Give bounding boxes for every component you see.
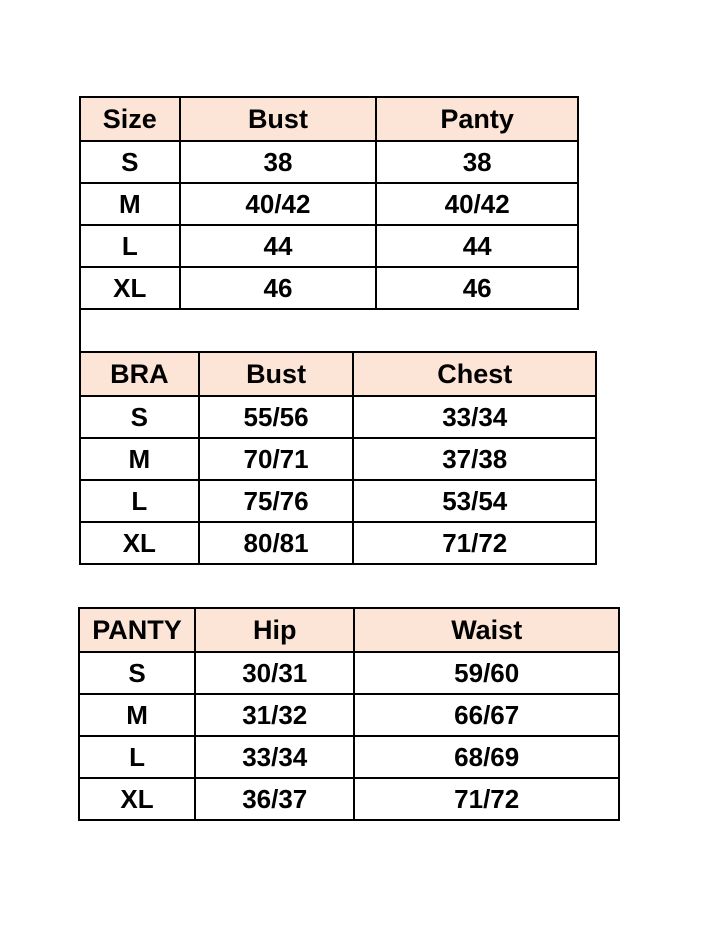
table-header-cell: PANTY — [79, 608, 195, 652]
size-label-cell: L — [80, 480, 199, 522]
value-cell: 71/72 — [354, 778, 619, 820]
value-cell: 53/54 — [353, 480, 596, 522]
table-header-row — [80, 97, 578, 141]
connector-line — [79, 306, 81, 353]
table-header-cell: Bust — [199, 352, 354, 396]
size-chart-table — [79, 96, 579, 310]
value-cell: 38 — [180, 141, 377, 183]
size-label-cell: XL — [79, 778, 195, 820]
value-cell: 66/67 — [354, 694, 619, 736]
value-cell: 70/71 — [199, 438, 354, 480]
value-cell: 80/81 — [199, 522, 354, 564]
bra-chart-table — [79, 351, 597, 565]
table-row — [80, 438, 596, 480]
table-header-cell: Size — [80, 97, 180, 141]
size-label-cell: XL — [80, 522, 199, 564]
value-cell: 36/37 — [195, 778, 354, 820]
table-header-row — [80, 352, 596, 396]
value-cell: 59/60 — [354, 652, 619, 694]
table-header-cell: Waist — [354, 608, 619, 652]
value-cell: 55/56 — [199, 396, 354, 438]
table-header-cell: Panty — [376, 97, 578, 141]
table-header-cell: BRA — [80, 352, 199, 396]
size-label-cell: M — [79, 694, 195, 736]
value-cell: 33/34 — [195, 736, 354, 778]
table-row — [79, 694, 619, 736]
table-header-cell: Bust — [180, 97, 377, 141]
value-cell: 33/34 — [353, 396, 596, 438]
value-cell: 46 — [376, 267, 578, 309]
size-label-cell: M — [80, 183, 180, 225]
table-row — [79, 736, 619, 778]
table-row — [79, 778, 619, 820]
table-row — [80, 183, 578, 225]
table-row — [80, 480, 596, 522]
value-cell: 71/72 — [353, 522, 596, 564]
value-cell: 40/42 — [376, 183, 578, 225]
table-row — [80, 141, 578, 183]
size-label-cell: XL — [80, 267, 180, 309]
value-cell: 75/76 — [199, 480, 354, 522]
size-label-cell: S — [80, 141, 180, 183]
value-cell: 30/31 — [195, 652, 354, 694]
value-cell: 38 — [376, 141, 578, 183]
table-row — [80, 522, 596, 564]
value-cell: 37/38 — [353, 438, 596, 480]
value-cell: 44 — [180, 225, 377, 267]
value-cell: 40/42 — [180, 183, 377, 225]
size-label-cell: L — [80, 225, 180, 267]
value-cell: 31/32 — [195, 694, 354, 736]
table-header-row — [79, 608, 619, 652]
value-cell: 68/69 — [354, 736, 619, 778]
table-row — [80, 225, 578, 267]
panty-chart-table — [78, 607, 620, 821]
size-label-cell: L — [79, 736, 195, 778]
size-label-cell: S — [80, 396, 199, 438]
table-header-cell: Hip — [195, 608, 354, 652]
table-row — [80, 267, 578, 309]
value-cell: 44 — [376, 225, 578, 267]
table-header-cell: Chest — [353, 352, 596, 396]
value-cell: 46 — [180, 267, 377, 309]
size-label-cell: S — [79, 652, 195, 694]
size-label-cell: M — [80, 438, 199, 480]
table-row — [80, 396, 596, 438]
table-row — [79, 652, 619, 694]
